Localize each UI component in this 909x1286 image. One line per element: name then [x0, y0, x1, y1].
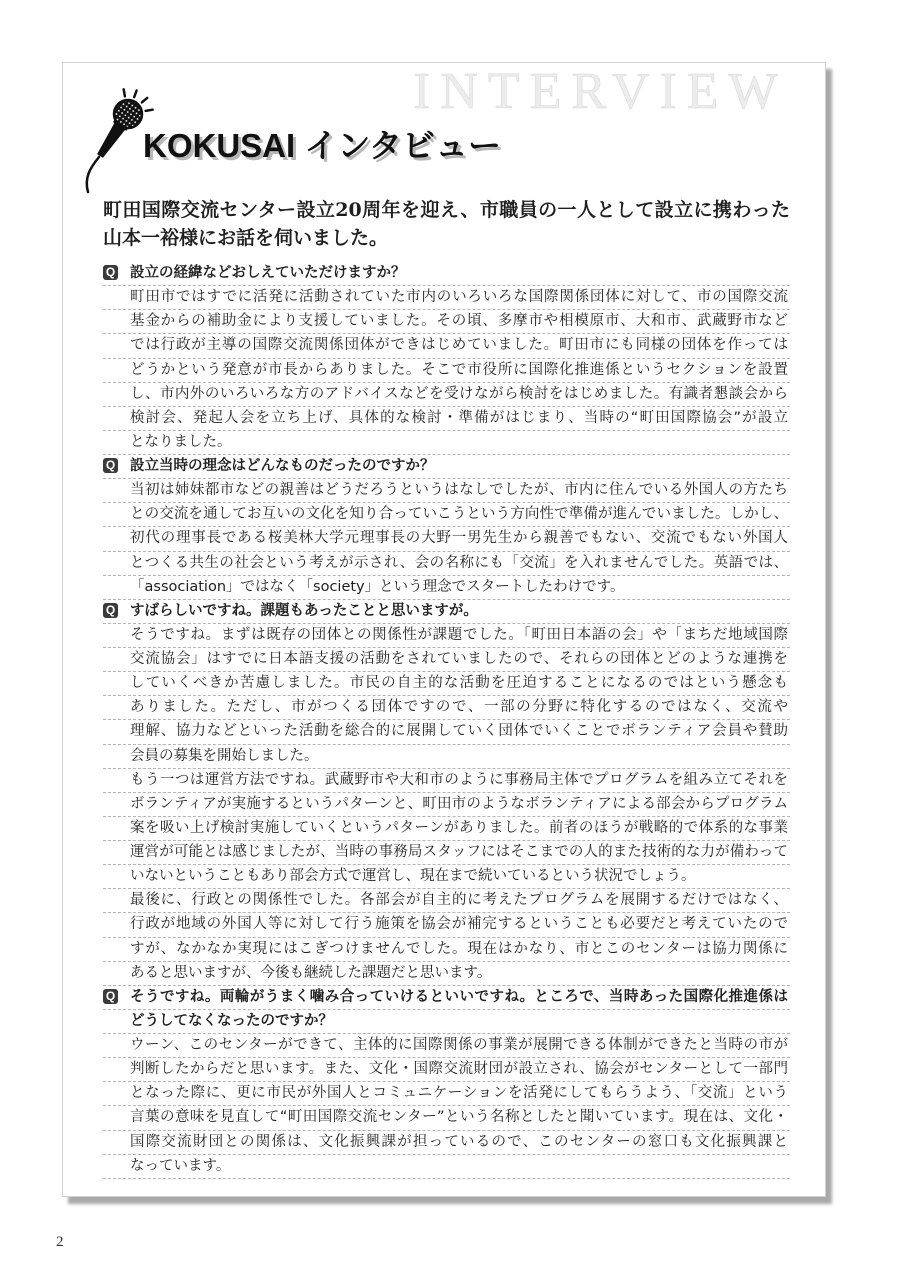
answer-line — [103, 720, 790, 744]
answer-text: なっています。 — [130, 1157, 231, 1174]
answer-text: 基金からの補助金により支援していました。その頃、多摩市や相模原市、大和市、武蔵野市など — [130, 313, 788, 330]
answer-text: 最後に、行政との関係性でした。各部会が自主的に考えたプログラムを展開するだけではなく、 — [130, 892, 788, 909]
answer-line — [103, 286, 790, 310]
answer-line — [103, 696, 790, 720]
answer-text: もう一つは運営方法ですね。武蔵野市や大和市のように事務局主体でプログラムを組み立てそれを — [130, 771, 788, 788]
q-badge: Q — [103, 603, 118, 618]
answer-text: 初代の理事長である桜美林大学元理事長の大野一男先生から親善でもない、交流でもない外国人 — [130, 530, 788, 547]
q-badge: Q — [103, 265, 118, 280]
page-title: KOKUSAI インタビュー — [143, 127, 502, 164]
answer-text: 判断したからだと思います。また、文化・国際交流財団が設立され、協会がセンターとして一部門 — [130, 1061, 788, 1078]
qa-block — [103, 986, 790, 1179]
answer-text: いないということもあり部会方式で運営し、現在まで続いているという状況でしょう。 — [130, 868, 696, 885]
answer-line — [103, 527, 790, 551]
question-text: 設立の経緯などおしえていただけますか？ — [130, 265, 406, 281]
answer-line — [103, 1106, 790, 1130]
intro-line: 町田国際交流センター設立20周年を迎え、市職員の一人として設立に携わった — [103, 199, 790, 221]
answer-line — [103, 310, 790, 334]
answer-line — [103, 359, 790, 383]
answer-text: との交流を通してお互いの文化を知り合っていこうという方向性で準備が進んでいました。しかし、 — [130, 506, 788, 523]
answer-line — [103, 624, 790, 648]
answer-text: 案を吸い上げ検討実施していくというパターンがありました。前者のほうが戦略的で体系的な事業 — [130, 819, 788, 836]
answer-text: すが、なかなか実現にはこぎつけませんでした。現在はかなり、市とこのセンターは協力関係に — [130, 940, 788, 957]
answer-text: 国際交流財団との関係は、文化振興課が担っているので、このセンターの窓口も文化振興課と — [130, 1133, 788, 1150]
answer-text: 行政が地域の外国人等に対して行う施策を協会が補完するということも必要だと考えていたので — [130, 916, 788, 933]
watermark-text: INTERVIEW — [413, 63, 788, 120]
answer-text: していくべきか苦慮しました。市民の自主的な活動を圧迫することになるのではという懸念も — [130, 675, 788, 692]
answer-text: 「association」ではなく「society」という理念でスタートしたわけです。 — [130, 578, 625, 595]
answer-line — [103, 479, 790, 503]
answer-line — [103, 1131, 790, 1155]
answer-line — [103, 431, 790, 455]
question-line — [103, 455, 790, 479]
question-line — [103, 986, 790, 1010]
q-badge: Q — [103, 989, 118, 1004]
interview-qa — [103, 262, 790, 1179]
answer-text: となりました。 — [130, 433, 232, 450]
answer-text: では行政が主導の国際交流関係団体ができはじめていました。町田市にも同様の団体を作っては — [130, 337, 788, 354]
answer-text: 運営が可能とは感じましたが、当時の事務局スタッフにはそこまでの人的また技術的な力が備わって — [130, 844, 788, 860]
intro-text — [103, 196, 790, 252]
question-line — [103, 600, 790, 624]
qa-block — [103, 600, 790, 986]
answer-line — [103, 913, 790, 937]
answer-line — [103, 841, 790, 865]
answer-line — [103, 793, 790, 817]
mic-cord — [87, 157, 99, 192]
question-line — [103, 262, 790, 286]
answer-text: 交流協会」はすでに日本語支援の活動をされていましたので、それらの団体とどのような連携を — [130, 651, 788, 667]
answer-line — [103, 576, 790, 600]
question-line — [103, 1010, 790, 1034]
answer-text: 会員の募集を開始しました。 — [130, 747, 319, 764]
intro-line: 山本一裕様にお話を伺いました。 — [103, 227, 389, 249]
page-number: 2 — [56, 1234, 64, 1250]
answer-text: ウーン、このセンターができて、主体的に国際関係の事業が展開できる体制ができたと当時の市が — [130, 1037, 788, 1053]
answer-text: となった際に、更に市民が外国人とコミュニケーションを活発にしてもらうよう、「交流」という — [130, 1085, 788, 1102]
answer-text: そうですね。まずは既存の団体との関係性が課題でした。「町田日本語の会」や「まちだ地域国際 — [130, 626, 788, 643]
answer-line — [103, 865, 790, 889]
answer-text: 言葉の意味を見直して“町田国際交流センター”という名称としたと聞いています。現在は、文化・ — [130, 1109, 788, 1126]
answer-line — [103, 938, 790, 962]
answer-line — [103, 1034, 790, 1058]
qa-block — [103, 455, 790, 600]
answer-text: あると思いますが、今後も継続した課題だと思います。 — [130, 964, 492, 981]
q-badge: Q — [103, 458, 118, 473]
answer-line — [103, 889, 790, 913]
answer-line — [103, 962, 790, 986]
answer-text: とつくる共生の社会という考えが示され、会の名称にも「交流」を入れませんでした。英語では、 — [130, 554, 788, 571]
answer-line — [103, 745, 790, 769]
answer-text: ボランティアが実施するというパターンと、町田市のようなボランティアによる部会からプログラム — [130, 795, 788, 812]
answer-text: 当初は姉妹都市などの親善はどうだろうというはなしでしたが、市内に住んでいる外国人の方たち — [130, 482, 788, 499]
answer-line — [103, 648, 790, 672]
answer-line — [103, 334, 790, 358]
question-text: どうしてなくなったのですか？ — [130, 1012, 333, 1029]
question-text: すばらしいですね。課題もあったことと思いますが。 — [130, 602, 478, 619]
answer-line — [103, 672, 790, 696]
answer-line — [103, 407, 790, 431]
answer-line — [103, 1058, 790, 1082]
answer-text: ありました。ただし、市がつくる団体ですので、一部の分野に特化するのではなく、交流や — [130, 699, 788, 716]
answer-line — [103, 503, 790, 527]
answer-text: どうかという発意が市長からありました。そこで市役所に国際化推進係というセクションを設置 — [130, 361, 788, 378]
answer-line — [103, 817, 790, 841]
answer-text: 検討会、発起人会を立ち上げ、具体的な検討・準備がはじまり、当時の“町田国際協会”が設立 — [130, 409, 788, 426]
answer-line — [103, 1155, 790, 1179]
answer-text: し、市内外のいろいろな方のアドバイスなどを受けながら検討をはじめました。有識者懇談会から — [130, 385, 788, 402]
answer-text: 理解、協力などといった活動を総合的に展開していく団体でいくことでボランティア会員や賛助 — [130, 723, 788, 740]
question-text: 設立当時の理念はどんなものだったのですか？ — [130, 458, 435, 474]
question-text: そうですね。両輪がうまく噛み合っていけるといいですね。ところで、当時あった国際化推進係は — [130, 988, 788, 1005]
answer-text: 町田市ではすでに活発に活動されていた市内のいろいろな国際関係団体に対して、市の国際交流 — [130, 289, 788, 306]
answer-line — [103, 769, 790, 793]
answer-line — [103, 1082, 790, 1106]
answer-line — [103, 552, 790, 576]
mic-head — [114, 100, 142, 128]
answer-line — [103, 383, 790, 407]
qa-block — [103, 262, 790, 455]
